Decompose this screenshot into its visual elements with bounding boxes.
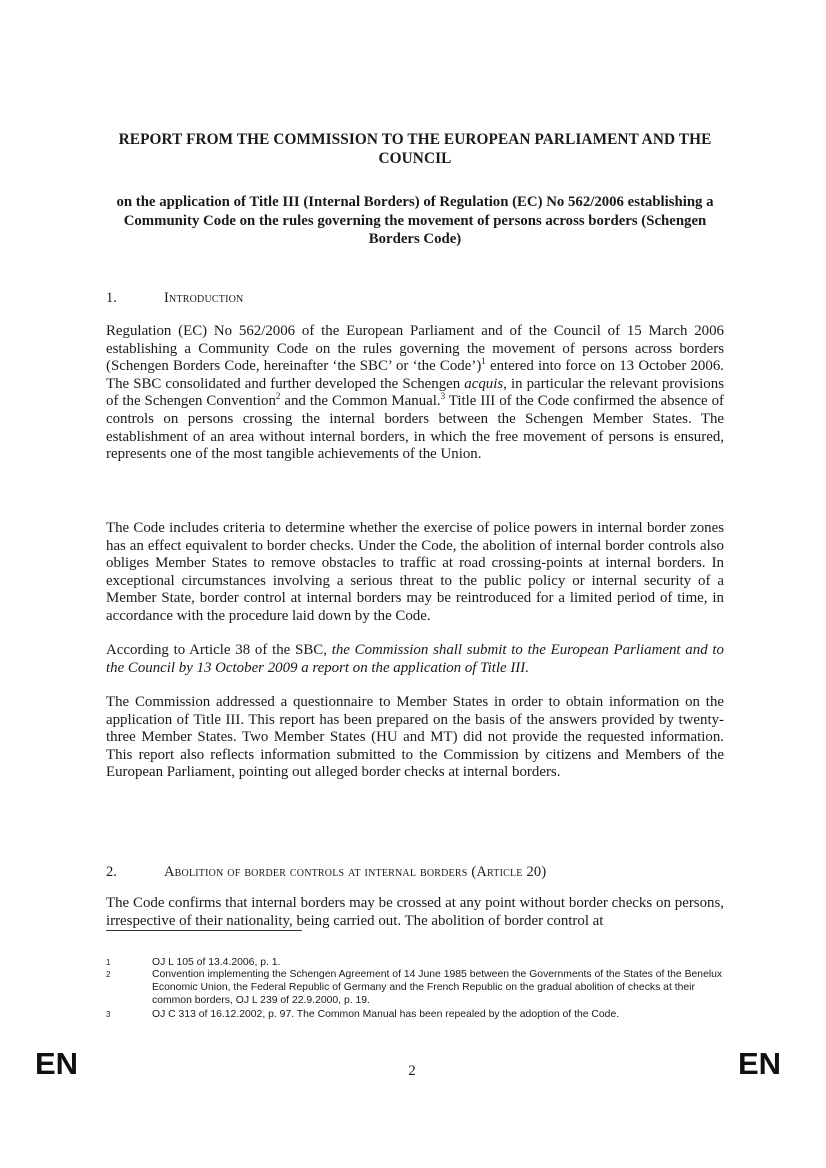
text-run: Title III of the Code confirmed the absence of controls on persons crossing the internal borders between the Schengen Member States. The establishment of an area without internal borders, in which the free movement of persons is ensured, represents one of the most tangible achievements of the Union. [106,393,724,463]
text-run: According to Article 38 of the SBC, [106,642,332,658]
text-run-italic: acquis [464,375,504,392]
footnote-ref: 1 [481,356,486,367]
text-run-italic: the Commission shall submit to the European Parliament and to the Council by 13 October 2009 a report on the application of Title III. [106,642,724,676]
section-number: 2. [106,864,117,880]
paragraph-intro-3 [106,642,724,677]
page-number: 2 [408,1063,416,1079]
footnote-ref: 3 [440,391,446,402]
footnote-text: OJ C 313 of 16.12.2002, p. 97. The Common Manual has been repealed by the adoption of the Code. [152,1009,620,1020]
footnote-mark: 2 [106,970,111,979]
paragraph-abolition-1: The Code confirms that internal borders may be crossed at any point without border checks on persons, irrespective of their nationality, being carried out. The abolition of border control at [106,895,724,929]
section-title: Abolition of border controls at internal borders (Article 20) [164,864,547,880]
paragraph-intro-4: The Commission addressed a questionnaire to Member States in order to obtain information on the application of Title III. This report has been prepared on the basis of the answers provided by twenty-three Member States. Two Member States (HU and MT) did not provide the requested information. This report also reflects information submitted to the Commission by citizens and Members of the European Parliament, pointing out alleged border checks at internal borders. [106,694,724,781]
footnote [106,957,726,970]
footnote-separator [106,930,302,931]
paragraph-intro-1 [106,323,724,464]
paragraph-intro-2: The Code includes criteria to determine whether the exercise of police powers in internal border zones has an effect equivalent to border checks. Under the Code, the abolition of internal border controls also obliges Member States to remove obstacles to traffic at road crossing-points at internal borders. In exceptional circumstances involving a serious threat to the public policy or internal security of a Member State, border control at internal borders may be reintroduced for a limited period of time, in accordance with the procedure laid down by the Code. [106,520,724,624]
report-title: REPORT FROM THE COMMISSION TO THE EUROPEAN PARLIAMENT AND THE COUNCIL [118,131,712,167]
footnote-mark: 3 [106,1010,111,1019]
footnote-text: OJ L 105 of 13.4.2006, p. 1. [152,957,281,968]
text-run: , in particular the relevant provisions of the Schengen Convention [106,375,724,410]
footnote [106,969,726,1007]
footnote [106,1009,726,1022]
section-title: Introduction [164,290,244,306]
text-run: and the Common Manual. [280,393,441,410]
section-number: 1. [106,290,117,306]
footnote-text: Convention implementing the Schengen Agreement of 14 June 1985 between the Governments of the States of the Benelux Economic Union, the Federal Republic of Germany and the French Republic on the gradual abolition of checks at their common borders, OJ L 239 of 22.9.2000, p. 19. [152,969,723,1006]
section-heading-introduction [106,290,243,307]
text-run: Regulation (EC) No 562/2006 of the European Parliament and of the Council of 15 March 2006 establishing a Community Code on the rules governing the movement of persons across borders (Schengen Borders Code, hereinafter ‘the SBC’ or ‘the Code’) [106,323,724,375]
language-code-right: EN [738,1046,782,1081]
footnote-ref: 2 [275,391,281,402]
section-heading-abolition [106,864,546,881]
language-code-left: EN [35,1046,79,1081]
report-subtitle: on the application of Title III (Internal Borders) of Regulation (EC) No 562/2006 establishing a Community Code on the rules governing the movement of persons across borders (Schengen Borders Code) [116,194,714,247]
text-run: entered into force on 13 October 2006. The SBC consolidated and further developed the Schengen [106,358,724,392]
footnote-mark: 1 [106,958,111,967]
